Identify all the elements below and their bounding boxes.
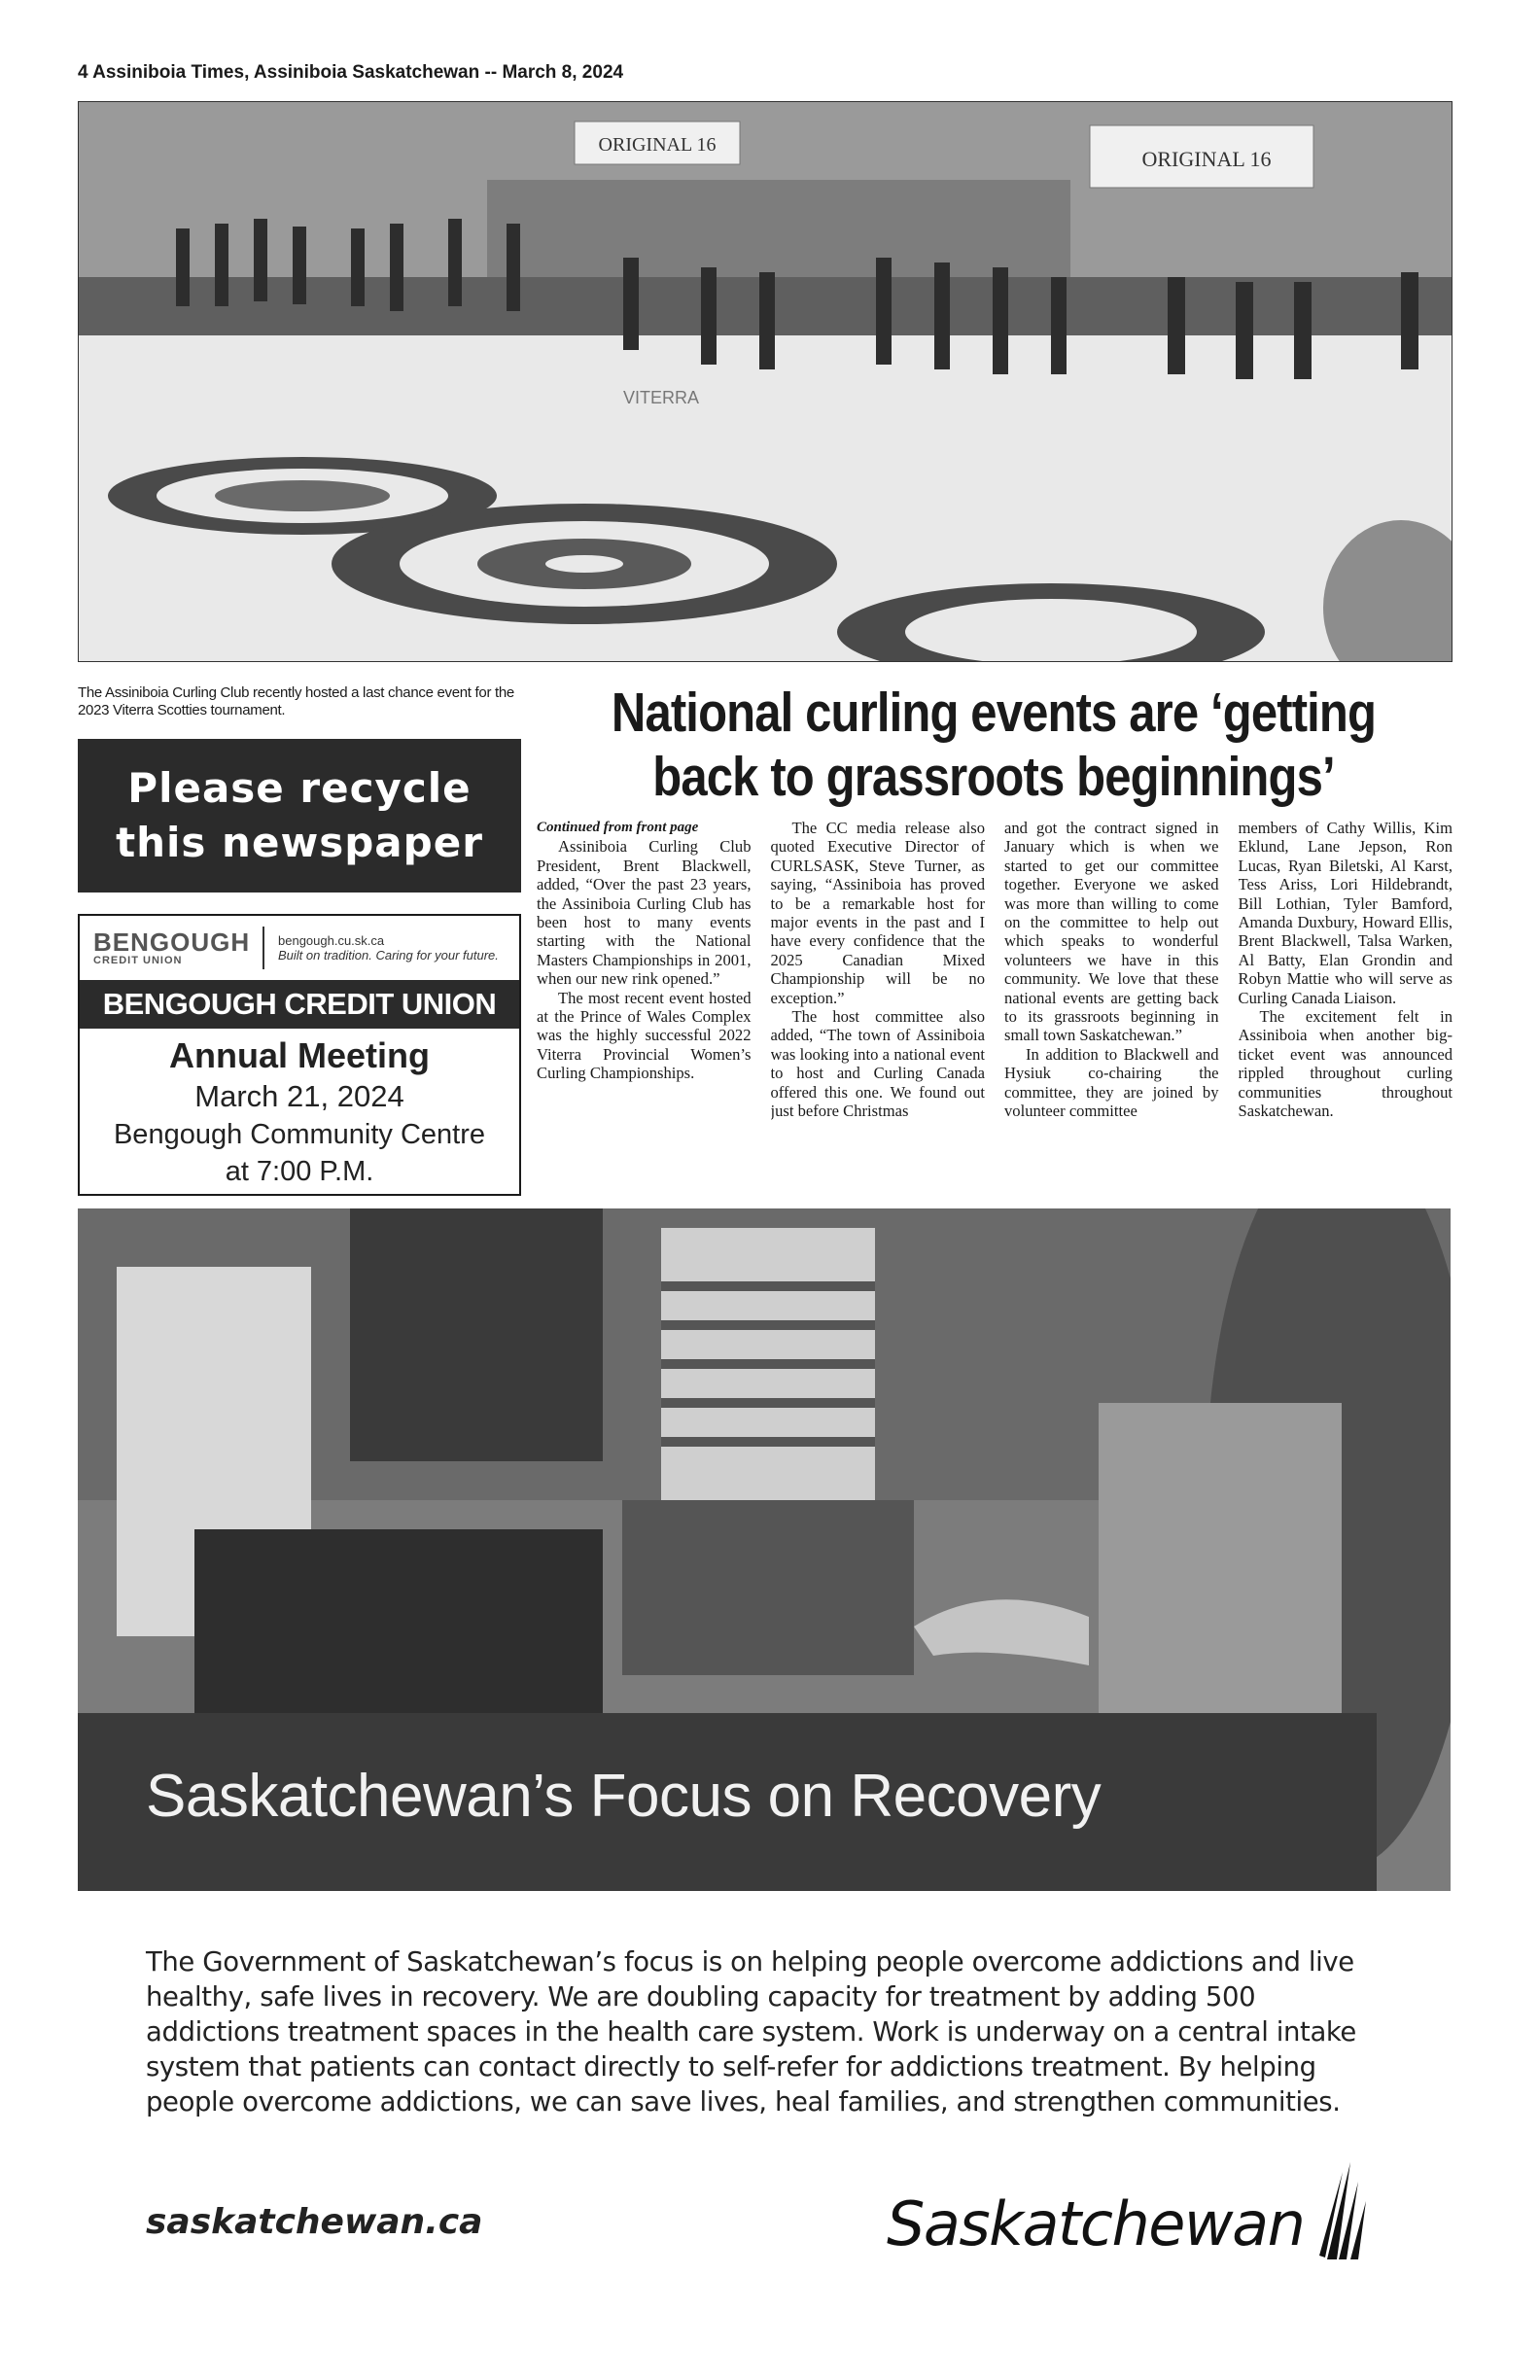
article-paragraph: members of Cathy Willis, Kim Eklund, Lane Jepson, Ron Lucas, Ryan Biletski, Al Karst, Tess Ariss, Lori Hildebrandt, Bill Lothian, Tyler Bamford, Amanda Duxbury, Howard Ellis, Brent Blackwell, Talsa Warken, Al Batty, Elan Grondin and Robyn Mattie who will serve as Curling Canada Liaison.: [1238, 819, 1452, 1007]
article-paragraph: In addition to Blackwell and Hysiuk co-chairing the committee, they are joined by volunteer committee: [1004, 1044, 1219, 1121]
bengough-tagline: Built on tradition. Caring for your future.: [278, 948, 499, 962]
continued-label: Continued from front page: [537, 820, 699, 835]
article-paragraph: Assiniboia Curling Club President, Brent Blackwell, added, “Over the past 23 years, the Assiniboia Curling Club has been host to many events starting with the National Masters Championships in 2001, when our new rink opened.”: [537, 837, 752, 989]
article-column-1: [537, 819, 752, 1198]
bengough-website: bengough.cu.sk.ca: [278, 933, 385, 948]
photo-caption: The Assiniboia Curling Club recently hosted a last chance event for the 2023 Viterra Scotties tournament.: [78, 684, 514, 718]
viterra-ice-logo: VITERRA: [623, 388, 700, 407]
article-paragraph: The excitement felt in Assiniboia when another big-ticket event was announced rippled throughout curling communities throughout Saskatchewan.: [1238, 1007, 1452, 1121]
headline-line-2: back to grassroots beginnings’: [652, 746, 1335, 808]
article-body: [537, 819, 1452, 1198]
meeting-date: March 21, 2024: [194, 1079, 404, 1113]
saskatchewan-url: saskatchewan.ca: [146, 2202, 483, 2242]
article-paragraph: The CC media release also quoted Executive Director of CURLSASK, Steve Turner, as saying, “Assiniboia has proved to be a remarkable host for major events in the past and I have every confidence that the 2025 Canadian Mixed Championship will be no exception.”: [770, 819, 985, 1007]
meeting-venue: Bengough Community Centre: [113, 1119, 486, 1150]
curling-photo: [78, 101, 1452, 662]
page-folio: 4 Assiniboia Times, Assiniboia Saskatchewan -- March 8, 2024: [78, 62, 624, 83]
headline-line-1: National curling events are ‘getting: [611, 682, 1377, 744]
article-paragraph: and got the contract signed in January which is when we started to get our committee together. Everyone we asked was more than willing to come on the committee to help out which speaks to wonderful volunteers we have in this community. We love that these national events are getting back to its grassroots beginning in small town Saskatchewan.”: [1004, 819, 1219, 1045]
recovery-ad-title: Saskatchewan’s Focus on Recovery: [146, 1763, 1102, 1830]
bengough-name-bar: BENGOUGH CREDIT UNION: [80, 980, 519, 1029]
banner-original16-right: ORIGINAL 16: [1141, 147, 1272, 171]
wheat-sheaf-icon: [1308, 2162, 1370, 2259]
recovery-ad-body: The Government of Saskatchewan’s focus is on helping people overcome addictions and live healthy, safe lives in recovery. We are doubling capacity for treatment by adding 500 addictions treatment spaces in the health care system. Work is underway on a central intake system that patients can contact directly to self-refer for addictions treatment. By helping people overcome addictions, we can save lives, heal families, and strengthen communities.: [146, 1946, 1356, 2118]
recycle-line-1: Please recycle: [127, 764, 472, 812]
banner-original16-left: ORIGINAL 16: [598, 134, 717, 156]
bengough-credit-union-ad: [78, 914, 521, 1196]
meeting-title: Annual Meeting: [169, 1035, 430, 1075]
article-paragraph: The host committee also added, “The town of Assiniboia was looking into a national event to host and Curling Canada offered this one. We found out just before Christmas: [770, 1007, 985, 1121]
bengough-logo-wordmark: BENGOUGH: [93, 928, 251, 957]
saskatchewan-wordmark: Saskatchewan: [887, 2188, 1305, 2259]
bengough-logo-subtitle: CREDIT UNION: [93, 955, 183, 966]
article-column-2: [771, 819, 986, 1198]
article-paragraph: The most recent event hosted at the Prince of Wales Complex was the highly successful 2022 Viterra Provincial Women’s Curling Championships.: [537, 988, 752, 1083]
saskatchewan-logo: [887, 2162, 1370, 2259]
article-column-4: [1239, 819, 1453, 1198]
meeting-time: at 7:00 P.M.: [225, 1156, 374, 1187]
recycle-line-2: this newspaper: [116, 819, 483, 866]
bengough-logo: [93, 929, 249, 966]
article-column-3: [1004, 819, 1219, 1198]
recycle-notice: [78, 739, 521, 892]
article-headline: [601, 681, 1386, 809]
logo-divider: [262, 927, 264, 969]
